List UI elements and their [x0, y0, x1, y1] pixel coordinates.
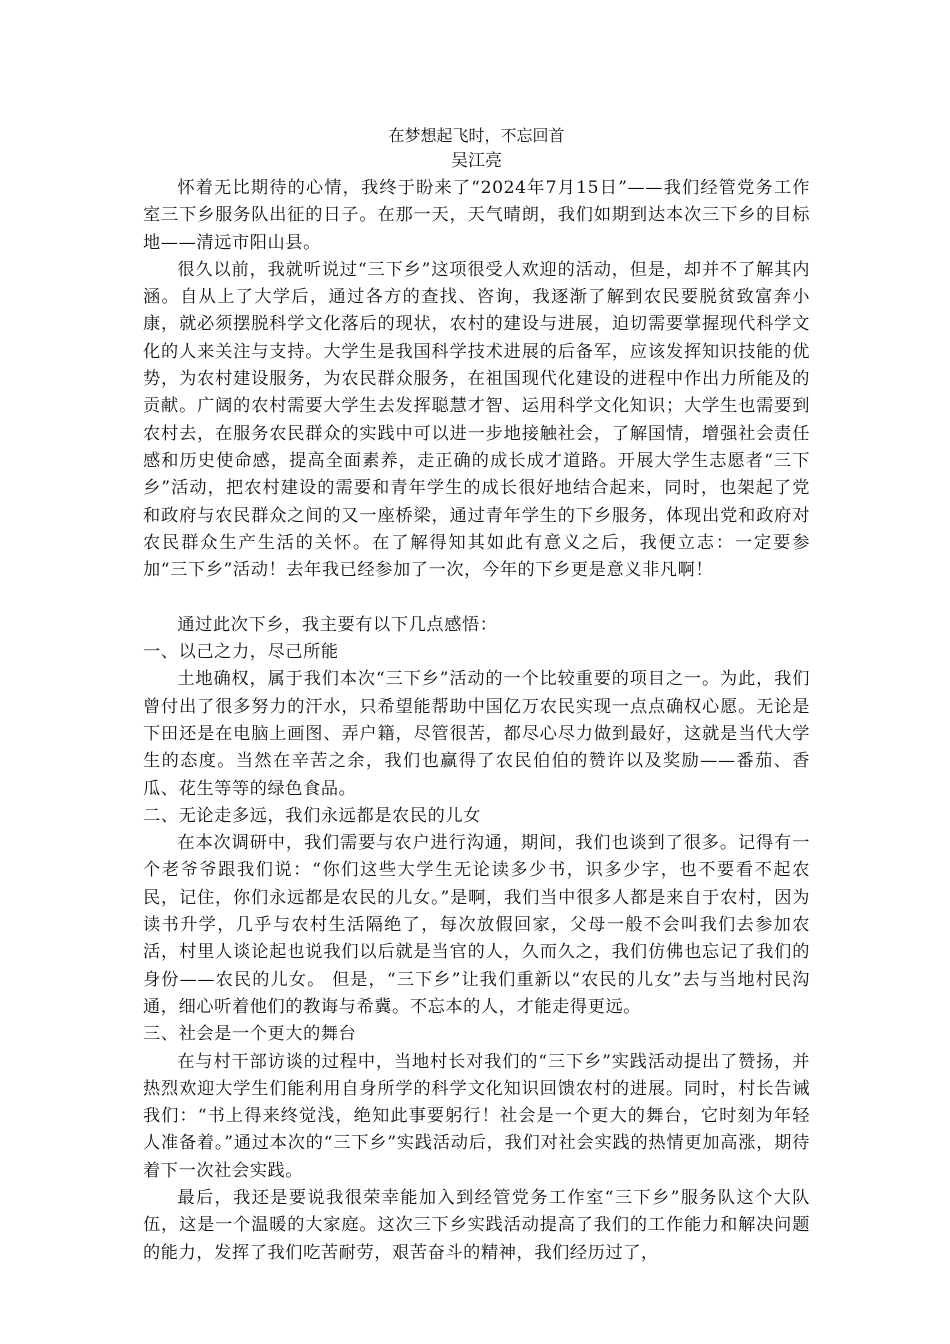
section-body-1: 土地确权，属于我们本次“三下乡”活动的一个比较重要的项目之一。为此，我们曾付出了很多努力的汗水，只希望能帮助中国亿万农民实现一点点确权心愿。无论是下田还是在电脑上画图、弄户籍，尽管很苦，都尽心尽力做到最好，这就是当代大学生的态度。当然在辛苦之余，我们也赢得了农民伯伯的赞许以及奖励——番茄、香瓜、花生等等的绿色食品。: [143, 669, 810, 799]
document-title: 在梦想起飞时，不忘回首: [388, 126, 565, 145]
section-heading-3: 三、社会是一个更大的舞台: [143, 1024, 357, 1045]
section-heading-2: 二、无论走多远，我们永远都是农民的儿女: [143, 805, 481, 826]
closing-paragraph: 最后，我还是要说我很荣幸能加入到经管党务工作室“三下乡”服务队这个大队伍，这是一个温暖的大家庭。这次三下乡实践活动提高了我们的工作能力和解决问题的能力，发挥了我们吃苦耐劳，艰苦奋斗的精神，我们经历过了，: [143, 1187, 810, 1263]
intro-paragraph-1: 怀着无比期待的心情，我终于盼来了“2024年7月15日”——我们经管党务工作室三下乡服务队出征的日子。在那一天，天气晴朗，我们如期到达本次三下乡的目标地——清远市阳山县。: [143, 178, 810, 253]
section-heading-1: 一、以己之力，尽己所能: [143, 642, 339, 663]
intro-paragraph-2: 很久以前，我就听说过“三下乡”这项很受人欢迎的活动，但是，却并不了解其内涵。自从上了大学后，通过各方的查找、咨询，我逐渐了解到农民要脱贫致富奔小康，就必须摆脱科学文化落后的现状，农村的建设与进展，迫切需要掌握现代科学文化的人来关注与支持。大学生是我国科学技术进展的后备军，应该发挥知识技能的优势，为农村建设服务，为农民群众服务，在祖国现代化建设的进程中作出力所能及的贡献。广阔的农村需要大学生去发挥聪慧才智、运用科学文化知识；大学生也需要到农村去，在服务农民群众的实践中可以进一步地接触社会，了解国情，增强社会责任感和历史使命感，提高全面素养，走正确的成长成才道路。开展大学生志愿者“三下乡”活动，把农村建设的需要和青年学生的成长很好地结合起来，同时，也架起了党和政府与农民群众之间的又一座桥梁，通过青年学生的下乡服务，体现出党和政府对农民群众生产生活的关怀。在了解得知其如此有意义之后，我便立志：一定要参加“三下乡”活动！去年我已经参加了一次，今年的下乡更是意义非凡啊！: [143, 259, 810, 581]
lead-in-paragraph: 通过此次下乡，我主要有以下几点感悟：: [177, 614, 498, 635]
document-page: [143, 124, 810, 1267]
paragraph-spacer: [143, 584, 810, 611]
section-body-3: 在与村干部访谈的过程中，当地村长对我们的“三下乡”实践活动提出了赞扬，并热烈欢迎大学生们能利用自身所学的科学文化知识回馈农村的进展。同时，村长告诫我们：“书上得来终觉浅，绝知此事要躬行！社会是一个更大的舞台，它时刻为年轻人准备着。”通过本次的“三下乡”实践活动后，我们对社会实践的热情更加高涨，期待着下一次社会实践。: [143, 1051, 810, 1181]
section-body-2: 在本次调研中，我们需要与农户进行沟通，期间，我们也谈到了很多。记得有一个老爷爷跟我们说：“你们这些大学生无论读多少书，识多少字，也不要看不起农民，记住，你们永远都是农民的儿女。”是啊，我们当中很多人都是来自于农村，因为读书升学，几乎与农村生活隔绝了，每次放假回家，父母一般不会叫我们去参加农活，村里人谈论起也说我们以后就是当官的人，久而久之，我们仿佛也忘记了我们的身份——农民的儿女。 但是，“三下乡”让我们重新以“农民的儿女”去与当地村民沟通，细心听着他们的教诲与希冀。不忘本的人，才能走得更远。: [143, 833, 810, 1017]
document-author: 吴江亮: [451, 151, 502, 171]
